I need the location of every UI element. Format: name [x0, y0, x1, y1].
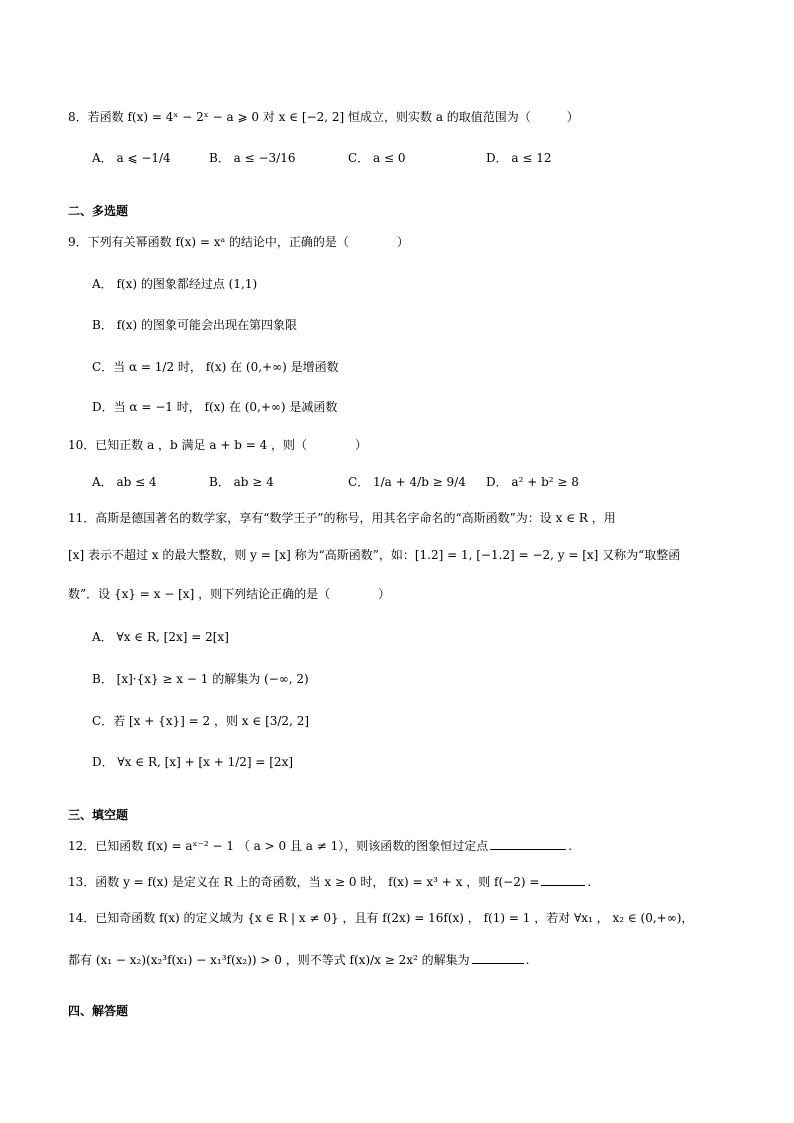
- answer-blank[interactable]: [541, 884, 585, 886]
- answer-blank[interactable]: [490, 848, 566, 850]
- question-11-stem-line-3: 数”．设 {x} = x − [x] ，则下列结论正确的是（ ）: [68, 587, 391, 601]
- question-8-option-b: B． a ≤ −3/16: [209, 151, 296, 165]
- question-8-stem: 8．若函数 f(x) = 4ˣ − 2ˣ − a ⩾ 0 对 x ∈ [−2, 2] 恒成立，则实数 a 的取值范围为（ ）: [68, 110, 579, 124]
- question-14-line-2: [68, 954, 529, 966]
- section-heading-multiple-choice: 二、多选题: [68, 204, 129, 218]
- question-11-stem-line-2: [x] 表示不超过 x 的最大整数，则 y = [x] 称为“高斯函数”，如：[1.2] = 1, [−1.2] = −2, y = [x] 又称为“取整函: [68, 548, 681, 562]
- question-8-option-c: C． a ≤ 0: [348, 151, 406, 165]
- question-11-stem-line-1: 11．高斯是德国著名的数学家，享有“数学王子”的称号，用其名字命名的“高斯函数”为：设 x ∈ R ，用: [68, 511, 616, 525]
- question-9-option-c: C．当 α = 1/2 时， f(x) 在 (0,+∞) 是增函数: [92, 360, 339, 374]
- question-8-option-a: A． a ⩽ −1/4: [92, 151, 171, 165]
- question-10-option-d: D． a² + b² ≥ 8: [486, 475, 579, 489]
- question-11-option-a: A． ∀x ∈ R, [2x] = 2[x]: [92, 630, 229, 644]
- question-14-end: .: [525, 953, 530, 967]
- section-heading-fill-in-blank: 三、填空题: [68, 808, 129, 822]
- question-13-text: 13．函数 y = f(x) 是定义在 R 上的奇函数，当 x ≥ 0 时， f(x) = x³ + x ，则 f(−2) =: [68, 875, 540, 889]
- answer-blank[interactable]: [472, 962, 524, 964]
- question-12: [68, 840, 572, 852]
- question-10-option-a: A． ab ≤ 4: [92, 475, 157, 489]
- question-9-option-d: D．当 α = −1 时， f(x) 在 (0,+∞) 是减函数: [92, 400, 338, 414]
- question-11-option-b: B． [x]·{x} ≥ x − 1 的解集为 (−∞, 2): [92, 672, 309, 686]
- question-12-end: .: [568, 839, 573, 853]
- question-13: [68, 876, 591, 888]
- question-13-end: .: [587, 875, 592, 889]
- question-9-stem: 9．下列有关幂函数 f(x) = xᵃ 的结论中，正确的是（ ）: [68, 235, 409, 249]
- question-14-text: 都有 (x₁ − x₂)(x₂³f(x₁) − x₁³f(x₂)) > 0 ，则不等式 f(x)/x ≥ 2x² 的解集为: [68, 953, 470, 967]
- question-11-option-c: C．若 [x + {x}] = 2 ，则 x ∈ [3/2, 2]: [92, 714, 310, 728]
- question-10-option-c: C． 1/a + 4/b ≥ 9/4: [348, 475, 466, 489]
- question-14-line-1: 14．已知奇函数 f(x) 的定义域为 {x ∈ R | x ≠ 0} ，且有 f(2x) = 16f(x) ， f(1) = 1 ，若对 ∀x₁ ， x₂ ∈ (0,+∞)，: [68, 911, 694, 925]
- section-heading-solutions: 四、解答题: [68, 1004, 129, 1018]
- question-9-option-a: A． f(x) 的图象都经过点 (1,1): [92, 277, 258, 291]
- question-12-text: 12．已知函数 f(x) = aˣ⁻² − 1 （ a > 0 且 a ≠ 1），则该函数的图象恒过定点: [68, 839, 489, 853]
- question-11-option-d: D． ∀x ∈ R, [x] + [x + 1/2] = [2x]: [92, 755, 294, 769]
- question-10-option-b: B． ab ≥ 4: [209, 475, 274, 489]
- question-9-option-b: B． f(x) 的图象可能会出现在第四象限: [92, 318, 298, 332]
- question-8-option-d: D． a ≤ 12: [486, 151, 552, 165]
- question-10-stem: 10．已知正数 a ，b 满足 a + b = 4 ，则（ ）: [68, 438, 368, 452]
